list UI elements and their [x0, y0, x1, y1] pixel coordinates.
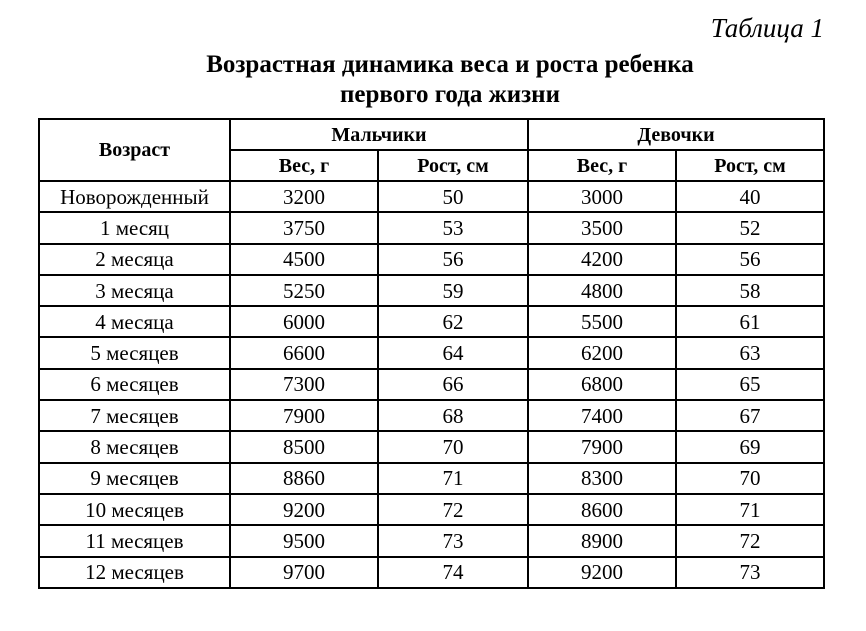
cell-girls-height: 61	[676, 306, 824, 337]
cell-girls-height: 69	[676, 431, 824, 462]
cell-boys-weight: 7300	[230, 369, 378, 400]
cell-age: 12 месяцев	[39, 557, 230, 588]
cell-girls-weight: 7900	[528, 431, 676, 462]
cell-girls-weight: 9200	[528, 557, 676, 588]
cell-boys-weight: 4500	[230, 244, 378, 275]
cell-boys-height: 64	[378, 337, 528, 368]
cell-boys-height: 71	[378, 463, 528, 494]
table-row	[39, 525, 824, 556]
cell-boys-weight: 9700	[230, 557, 378, 588]
cell-boys-height: 74	[378, 557, 528, 588]
cell-girls-height: 56	[676, 244, 824, 275]
table-row	[39, 431, 824, 462]
table-row	[39, 337, 824, 368]
cell-age: 11 месяцев	[39, 525, 230, 556]
cell-age: 4 месяца	[39, 306, 230, 337]
cell-girls-weight: 4200	[528, 244, 676, 275]
table-body	[39, 181, 824, 588]
header-girls-height: Рост, см	[676, 150, 824, 181]
cell-age: 3 месяца	[39, 275, 230, 306]
table-row	[39, 400, 824, 431]
table-row	[39, 275, 824, 306]
cell-boys-weight: 9200	[230, 494, 378, 525]
cell-girls-weight: 3000	[528, 181, 676, 212]
cell-girls-weight: 3500	[528, 212, 676, 243]
cell-girls-weight: 8300	[528, 463, 676, 494]
cell-boys-height: 66	[378, 369, 528, 400]
header-age: Возраст	[39, 119, 230, 181]
cell-boys-weight: 7900	[230, 400, 378, 431]
table-row	[39, 494, 824, 525]
cell-boys-height: 73	[378, 525, 528, 556]
table-row	[39, 557, 824, 588]
table-row	[39, 369, 824, 400]
cell-girls-height: 70	[676, 463, 824, 494]
cell-boys-height: 56	[378, 244, 528, 275]
cell-boys-weight: 3750	[230, 212, 378, 243]
header-row-groups	[39, 119, 824, 150]
header-boys-weight: Вес, г	[230, 150, 378, 181]
table-number-label: Таблица 1	[710, 13, 824, 43]
table-title	[0, 50, 866, 110]
title-line-1: Возрастная динамика веса и роста ребенка	[206, 51, 694, 78]
cell-boys-height: 62	[378, 306, 528, 337]
header-girls-weight: Вес, г	[528, 150, 676, 181]
cell-age: 8 месяцев	[39, 431, 230, 462]
cell-boys-height: 68	[378, 400, 528, 431]
cell-girls-height: 58	[676, 275, 824, 306]
growth-table	[38, 118, 825, 589]
cell-boys-height: 53	[378, 212, 528, 243]
cell-girls-height: 71	[676, 494, 824, 525]
cell-girls-height: 73	[676, 557, 824, 588]
cell-girls-height: 65	[676, 369, 824, 400]
cell-boys-weight: 3200	[230, 181, 378, 212]
cell-boys-weight: 8500	[230, 431, 378, 462]
cell-boys-weight: 6000	[230, 306, 378, 337]
cell-boys-height: 70	[378, 431, 528, 462]
cell-girls-weight: 8600	[528, 494, 676, 525]
cell-boys-weight: 8860	[230, 463, 378, 494]
cell-boys-height: 59	[378, 275, 528, 306]
cell-girls-weight: 8900	[528, 525, 676, 556]
cell-girls-weight: 7400	[528, 400, 676, 431]
cell-girls-weight: 6200	[528, 337, 676, 368]
header-boys: Мальчики	[230, 119, 528, 150]
cell-girls-height: 63	[676, 337, 824, 368]
header-boys-height: Рост, см	[378, 150, 528, 181]
cell-boys-weight: 5250	[230, 275, 378, 306]
table-row	[39, 181, 824, 212]
cell-girls-height: 72	[676, 525, 824, 556]
cell-boys-weight: 6600	[230, 337, 378, 368]
cell-age: 2 месяца	[39, 244, 230, 275]
header-girls: Девочки	[528, 119, 824, 150]
cell-age: 7 месяцев	[39, 400, 230, 431]
table-row	[39, 463, 824, 494]
cell-age: 5 месяцев	[39, 337, 230, 368]
cell-age: 9 месяцев	[39, 463, 230, 494]
title-line-2: первого года жизни	[339, 81, 560, 108]
cell-girls-height: 67	[676, 400, 824, 431]
cell-age: 10 месяцев	[39, 494, 230, 525]
cell-age: 1 месяц	[39, 212, 230, 243]
cell-boys-height: 50	[378, 181, 528, 212]
cell-girls-height: 52	[676, 212, 824, 243]
table-row	[39, 244, 824, 275]
cell-girls-weight: 6800	[528, 369, 676, 400]
cell-age: 6 месяцев	[39, 369, 230, 400]
cell-boys-height: 72	[378, 494, 528, 525]
table-row	[39, 212, 824, 243]
cell-girls-weight: 4800	[528, 275, 676, 306]
cell-girls-height: 40	[676, 181, 824, 212]
cell-boys-weight: 9500	[230, 525, 378, 556]
table-row	[39, 306, 824, 337]
cell-girls-weight: 5500	[528, 306, 676, 337]
cell-age: Новорожденный	[39, 181, 230, 212]
